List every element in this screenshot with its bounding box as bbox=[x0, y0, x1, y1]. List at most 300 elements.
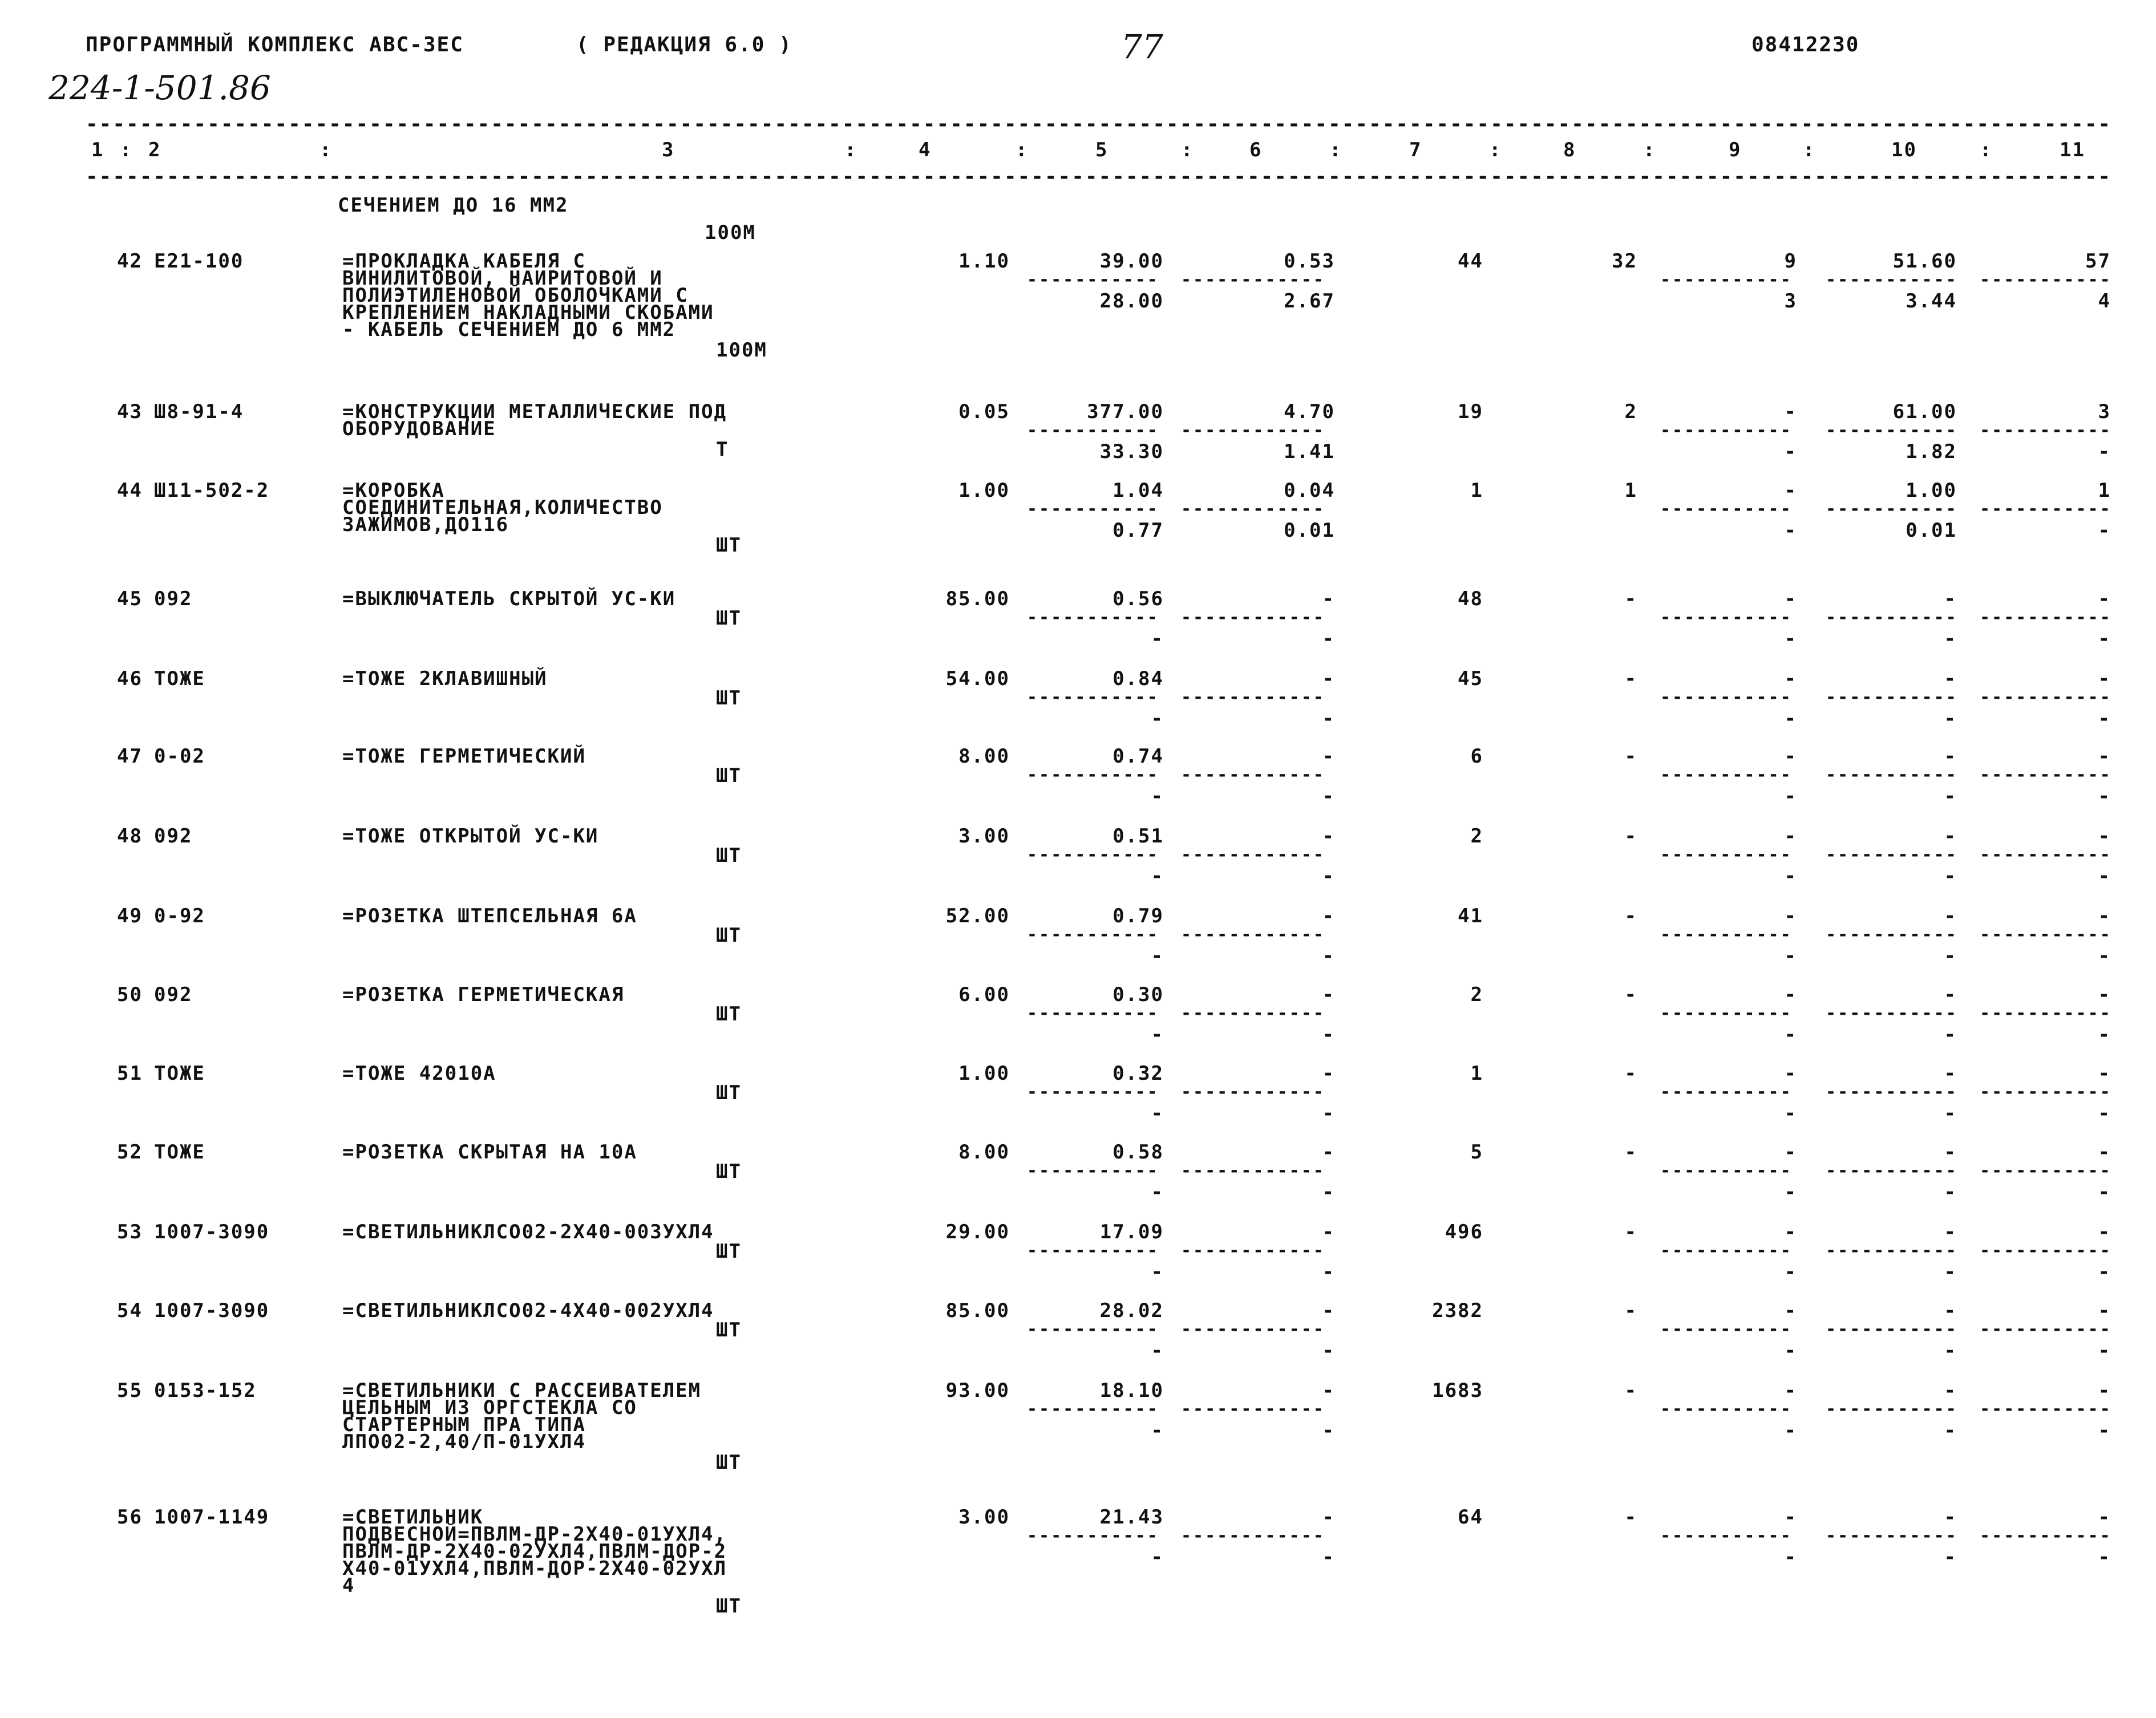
row-col6-bottom: 0.01 bbox=[1284, 519, 1335, 542]
column-separator: : bbox=[844, 139, 857, 161]
row-quantity: 1.10 bbox=[958, 250, 1010, 273]
row-col5-divider bbox=[1027, 846, 1170, 864]
row-col10-divider bbox=[1826, 609, 1968, 626]
row-col5-top: 0.74 bbox=[1113, 745, 1164, 768]
row-col8: - bbox=[1624, 983, 1637, 1006]
row-col11-top: - bbox=[2098, 905, 2111, 927]
row-col5-divider bbox=[1027, 422, 1170, 439]
row-number: 51 bbox=[117, 1062, 143, 1085]
row-col11-top: 57 bbox=[2085, 250, 2111, 273]
row-col10-divider bbox=[1826, 846, 1968, 864]
row-col5-bottom: - bbox=[1151, 1419, 1164, 1442]
row-number: 55 bbox=[117, 1379, 143, 1402]
row-unit: ШТ bbox=[716, 764, 742, 787]
row-col10-top: - bbox=[1944, 1379, 1957, 1402]
row-unit: ШТ bbox=[716, 1319, 742, 1342]
row-col7: 1683 bbox=[1432, 1379, 1483, 1402]
row-col10-bottom: - bbox=[1944, 1102, 1957, 1125]
row-col5-top: 0.30 bbox=[1113, 983, 1164, 1006]
row-number: 46 bbox=[117, 667, 143, 690]
column-separator: : bbox=[1803, 139, 1816, 161]
row-col11-divider bbox=[1980, 272, 2122, 289]
row-col6-divider bbox=[1181, 1527, 1335, 1545]
row-code: 0-92 bbox=[154, 905, 205, 927]
row-quantity: 8.00 bbox=[958, 1141, 1010, 1164]
row-description-line: ЦЕЛЬНЫМ ИЗ ОРГСТЕКЛА СО bbox=[342, 1396, 637, 1419]
row-code: 1007-3090 bbox=[154, 1299, 270, 1322]
row-col5-bottom: - bbox=[1151, 945, 1164, 967]
row-col6-top: 0.53 bbox=[1284, 250, 1335, 273]
row-col6-divider bbox=[1181, 1321, 1335, 1338]
row-col10-top: 1.00 bbox=[1906, 479, 1957, 502]
row-col9-divider bbox=[1660, 846, 1803, 864]
row-description-line: ЛПО02-2,40/П-01УХЛ4 bbox=[342, 1431, 586, 1453]
row-code: Ш8-91-4 bbox=[154, 400, 244, 423]
row-col10-bottom: 1.82 bbox=[1906, 440, 1957, 463]
column-header-6: 6 bbox=[1249, 139, 1263, 161]
row-description-line: =ВЫКЛЮЧАТЕЛЬ СКРЫТОЙ УС-КИ bbox=[342, 587, 676, 610]
row-col11-bottom: - bbox=[2098, 1102, 2111, 1125]
row-col6-top: - bbox=[1322, 1062, 1335, 1085]
column-header-5: 5 bbox=[1095, 139, 1109, 161]
row-col7: 2 bbox=[1470, 983, 1483, 1006]
row-col6-bottom: - bbox=[1322, 1419, 1335, 1442]
row-col8: - bbox=[1624, 1141, 1637, 1164]
row-col10-divider bbox=[1826, 767, 1968, 784]
row-col10-bottom: - bbox=[1944, 865, 1957, 888]
row-col5-bottom: - bbox=[1151, 707, 1164, 730]
row-quantity: 85.00 bbox=[945, 587, 1010, 610]
row-col6-divider bbox=[1181, 1242, 1335, 1259]
row-col11-divider bbox=[1980, 1162, 2122, 1180]
row-col6-bottom: - bbox=[1322, 1546, 1335, 1569]
row-col10-bottom: 0.01 bbox=[1906, 519, 1957, 542]
row-description-line: =РОЗЕТКА ГЕРМЕТИЧЕСКАЯ bbox=[342, 983, 625, 1006]
row-col10-bottom: - bbox=[1944, 785, 1957, 808]
row-col8: - bbox=[1624, 1379, 1637, 1402]
row-description-line: =КОНСТРУКЦИИ МЕТАЛЛИЧЕСКИЕ ПОД bbox=[342, 400, 727, 423]
row-col9-divider bbox=[1660, 1242, 1803, 1259]
row-code: 092 bbox=[154, 587, 193, 610]
row-quantity: 3.00 bbox=[958, 1506, 1010, 1529]
row-col6-divider bbox=[1181, 767, 1335, 784]
row-description-line: ПОДВЕСНОЙ=ПВЛМ-ДР-2Х40-01УХЛ4, bbox=[342, 1523, 727, 1546]
row-col10-divider bbox=[1826, 1527, 1968, 1545]
row-col5-bottom: - bbox=[1151, 865, 1164, 888]
row-quantity: 29.00 bbox=[945, 1221, 1010, 1243]
row-col7: 6 bbox=[1470, 745, 1483, 768]
row-col6-divider bbox=[1181, 926, 1335, 943]
row-col11-top: - bbox=[2098, 1379, 2111, 1402]
row-col5-bottom: 33.30 bbox=[1099, 440, 1164, 463]
row-col11-divider bbox=[1980, 1084, 2122, 1101]
column-header-2: 2 bbox=[148, 139, 161, 161]
row-col5-top: 0.58 bbox=[1113, 1141, 1164, 1164]
row-col6-top: 0.04 bbox=[1284, 479, 1335, 502]
row-col8: - bbox=[1624, 745, 1637, 768]
row-description-line: ОБОРУДОВАНИЕ bbox=[342, 418, 496, 440]
row-col10-divider bbox=[1826, 1162, 1968, 1180]
column-header-7: 7 bbox=[1409, 139, 1422, 161]
row-col5-bottom: - bbox=[1151, 1023, 1164, 1046]
row-col6-divider bbox=[1181, 609, 1335, 626]
row-number: 47 bbox=[117, 745, 143, 768]
row-quantity: 93.00 bbox=[945, 1379, 1010, 1402]
row-col11-divider bbox=[1980, 767, 2122, 784]
row-col6-bottom: - bbox=[1322, 1181, 1335, 1204]
row-col7: 19 bbox=[1458, 400, 1483, 423]
row-description-line: Х40-01УХЛ4,ПВЛМ-ДОР-2Х40-02УХЛ bbox=[342, 1557, 727, 1580]
row-col11-bottom: - bbox=[2098, 1419, 2111, 1442]
row-col5-bottom: - bbox=[1151, 1102, 1164, 1125]
row-col9-top: - bbox=[1784, 983, 1797, 1006]
row-col6-bottom: - bbox=[1322, 1102, 1335, 1125]
column-separator: : bbox=[1016, 139, 1029, 161]
row-col5-divider bbox=[1027, 689, 1170, 706]
column-separator: : bbox=[1181, 139, 1194, 161]
header-rule-bottom bbox=[86, 165, 2122, 188]
row-col5-divider bbox=[1027, 1401, 1170, 1418]
row-number: 43 bbox=[117, 400, 143, 423]
row-description-line: КРЕПЛЕНИЕМ НАКЛАДНЫМИ СКОБАМИ bbox=[342, 301, 714, 324]
row-col10-divider bbox=[1826, 926, 1968, 943]
row-col6-bottom: 2.67 bbox=[1284, 290, 1335, 313]
row-code: ТОЖЕ bbox=[154, 1062, 205, 1085]
row-number: 48 bbox=[117, 825, 143, 848]
row-col6-divider bbox=[1181, 272, 1335, 289]
row-description-line: =ТОЖЕ ГЕРМЕТИЧЕСКИЙ bbox=[342, 745, 586, 768]
row-description-line: =РОЗЕТКА СКРЫТАЯ НА 10А bbox=[342, 1141, 637, 1164]
row-col9-divider bbox=[1660, 1084, 1803, 1101]
row-col5-top: 28.02 bbox=[1099, 1299, 1164, 1322]
row-col6-top: - bbox=[1322, 905, 1335, 927]
row-col11-top: 3 bbox=[2098, 400, 2111, 423]
continuation-unit: 100М bbox=[705, 221, 756, 244]
row-code: 092 bbox=[154, 983, 193, 1006]
row-col10-bottom: - bbox=[1944, 1419, 1957, 1442]
row-col10-bottom: - bbox=[1944, 627, 1957, 650]
row-col9-divider bbox=[1660, 501, 1803, 518]
row-quantity: 52.00 bbox=[945, 905, 1010, 927]
row-col10-top: - bbox=[1944, 1506, 1957, 1529]
row-col6-top: - bbox=[1322, 1506, 1335, 1529]
row-col9-top: - bbox=[1784, 905, 1797, 927]
column-header-4: 4 bbox=[919, 139, 932, 161]
row-description-line: СТАРТЕРНЫМ ПРА ТИПА bbox=[342, 1413, 586, 1436]
row-col6-divider bbox=[1181, 1084, 1335, 1101]
row-quantity: 8.00 bbox=[958, 745, 1010, 768]
row-col6-divider bbox=[1181, 1005, 1335, 1022]
row-col9-bottom: - bbox=[1784, 1181, 1797, 1204]
row-col5-top: 21.43 bbox=[1099, 1506, 1164, 1529]
row-col9-bottom: - bbox=[1784, 1023, 1797, 1046]
row-col7: 64 bbox=[1458, 1506, 1483, 1529]
row-col11-bottom: - bbox=[2098, 945, 2111, 967]
row-col6-top: - bbox=[1322, 1299, 1335, 1322]
row-col9-bottom: - bbox=[1784, 707, 1797, 730]
row-col11-bottom: 4 bbox=[2098, 290, 2111, 313]
row-col7: 5 bbox=[1470, 1141, 1483, 1164]
row-col6-top: - bbox=[1322, 1221, 1335, 1243]
row-col9-bottom: - bbox=[1784, 785, 1797, 808]
row-col11-bottom: - bbox=[2098, 519, 2111, 542]
row-col6-top: - bbox=[1322, 745, 1335, 768]
row-col11-top: - bbox=[2098, 1299, 2111, 1322]
row-col11-divider bbox=[1980, 926, 2122, 943]
row-col5-divider bbox=[1027, 272, 1170, 289]
row-col11-bottom: - bbox=[2098, 627, 2111, 650]
row-col9-top: - bbox=[1784, 1062, 1797, 1085]
row-col5-top: 0.56 bbox=[1113, 587, 1164, 610]
row-code: Ш11-502-2 bbox=[154, 479, 270, 502]
row-col10-top: - bbox=[1944, 983, 1957, 1006]
row-col9-bottom: - bbox=[1784, 519, 1797, 542]
row-col5-divider bbox=[1027, 1162, 1170, 1180]
row-unit: ШТ bbox=[716, 1451, 742, 1474]
row-col6-divider bbox=[1181, 501, 1335, 518]
row-col10-bottom: - bbox=[1944, 707, 1957, 730]
row-col10-top: - bbox=[1944, 1062, 1957, 1085]
row-unit: ШТ bbox=[716, 687, 742, 710]
row-col11-bottom: - bbox=[2098, 440, 2111, 463]
row-description-line: =РОЗЕТКА ШТЕПСЕЛЬНАЯ 6А bbox=[342, 905, 637, 927]
row-description-line: СОЕДИНИТЕЛЬНАЯ,КОЛИЧЕСТВО bbox=[342, 496, 663, 519]
row-col9-bottom: - bbox=[1784, 865, 1797, 888]
row-quantity: 85.00 bbox=[945, 1299, 1010, 1322]
row-col11-divider bbox=[1980, 1005, 2122, 1022]
row-quantity: 1.00 bbox=[958, 479, 1010, 502]
row-col5-top: 0.32 bbox=[1113, 1062, 1164, 1085]
row-col11-top: - bbox=[2098, 983, 2111, 1006]
row-col9-divider bbox=[1660, 689, 1803, 706]
row-col11-divider bbox=[1980, 609, 2122, 626]
row-col5-divider bbox=[1027, 1321, 1170, 1338]
row-code: 1007-3090 bbox=[154, 1221, 270, 1243]
row-unit: 100М bbox=[716, 339, 767, 362]
row-quantity: 0.05 bbox=[958, 400, 1010, 423]
row-col11-divider bbox=[1980, 689, 2122, 706]
row-col10-divider bbox=[1826, 689, 1968, 706]
row-col10-divider bbox=[1826, 1005, 1968, 1022]
row-col6-top: - bbox=[1322, 587, 1335, 610]
row-col9-top: - bbox=[1784, 587, 1797, 610]
row-col9-divider bbox=[1660, 272, 1803, 289]
row-col10-top: - bbox=[1944, 587, 1957, 610]
row-col6-top: - bbox=[1322, 667, 1335, 690]
row-col5-bottom: - bbox=[1151, 1339, 1164, 1362]
row-col6-bottom: - bbox=[1322, 785, 1335, 808]
row-col9-bottom: - bbox=[1784, 945, 1797, 967]
row-col7: 44 bbox=[1458, 250, 1483, 273]
row-col5-bottom: 0.77 bbox=[1113, 519, 1164, 542]
column-header-11: 11 bbox=[2060, 139, 2085, 161]
row-col11-top: - bbox=[2098, 667, 2111, 690]
row-col6-divider bbox=[1181, 422, 1335, 439]
row-col10-bottom: - bbox=[1944, 1181, 1957, 1204]
row-col10-top: - bbox=[1944, 825, 1957, 848]
row-col11-bottom: - bbox=[2098, 1546, 2111, 1569]
row-code: Е21-100 bbox=[154, 250, 244, 273]
row-col10-divider bbox=[1826, 1321, 1968, 1338]
row-col10-bottom: - bbox=[1944, 1023, 1957, 1046]
row-col6-top: - bbox=[1322, 1379, 1335, 1402]
document-code: 08412230 bbox=[1752, 33, 1860, 56]
row-number: 42 bbox=[117, 250, 143, 273]
row-col5-bottom: - bbox=[1151, 1546, 1164, 1569]
row-unit: ШТ bbox=[716, 1595, 742, 1618]
row-description-line: - КАБЕЛЬ СЕЧЕНИЕМ ДО 6 ММ2 bbox=[342, 318, 676, 341]
row-col10-top: 61.00 bbox=[1892, 400, 1957, 423]
row-col10-bottom: - bbox=[1944, 1261, 1957, 1283]
row-description-line: ЗАЖИМОВ,ДО116 bbox=[342, 513, 509, 536]
row-col9-divider bbox=[1660, 767, 1803, 784]
row-col11-divider bbox=[1980, 1242, 2122, 1259]
row-unit: ШТ bbox=[716, 844, 742, 867]
row-col9-divider bbox=[1660, 1527, 1803, 1545]
row-col10-top: - bbox=[1944, 1299, 1957, 1322]
row-description-line: =СВЕТИЛЬНИКЛСО02-4Х40-002УХЛ4 bbox=[342, 1299, 714, 1322]
row-col6-top: - bbox=[1322, 1141, 1335, 1164]
program-name: ПРОГРАММНЫЙ КОМПЛЕКС АВС-3ЕС bbox=[86, 33, 464, 56]
row-col10-bottom: 3.44 bbox=[1906, 290, 1957, 313]
row-description-line: =СВЕТИЛЬНИКИ С РАССЕИВАТЕЛЕМ bbox=[342, 1379, 702, 1402]
row-col8: - bbox=[1624, 1299, 1637, 1322]
row-col10-top: - bbox=[1944, 745, 1957, 768]
row-col8: - bbox=[1624, 825, 1637, 848]
row-col11-bottom: - bbox=[2098, 1339, 2111, 1362]
row-col8: - bbox=[1624, 667, 1637, 690]
row-col7: 2 bbox=[1470, 825, 1483, 848]
row-col5-top: 39.00 bbox=[1099, 250, 1164, 273]
row-col7: 2382 bbox=[1432, 1299, 1483, 1322]
row-col10-divider bbox=[1826, 1242, 1968, 1259]
column-header-3: 3 bbox=[662, 139, 675, 161]
row-unit: ШТ bbox=[716, 1160, 742, 1183]
row-col11-bottom: - bbox=[2098, 1181, 2111, 1204]
row-col9-divider bbox=[1660, 1005, 1803, 1022]
row-col6-top: 4.70 bbox=[1284, 400, 1335, 423]
row-col6-divider bbox=[1181, 1162, 1335, 1180]
continuation-text: СЕЧЕНИЕМ ДО 16 ММ2 bbox=[338, 194, 569, 217]
column-separator: : bbox=[1980, 139, 1993, 161]
row-col9-bottom: 3 bbox=[1784, 290, 1797, 313]
row-description-line: =ТОЖЕ ОТКРЫТОЙ УС-КИ bbox=[342, 825, 599, 848]
row-unit: Т bbox=[716, 438, 729, 461]
row-col9-top: - bbox=[1784, 1379, 1797, 1402]
row-col7: 1 bbox=[1470, 1062, 1483, 1085]
row-col5-top: 0.51 bbox=[1113, 825, 1164, 848]
row-col9-top: - bbox=[1784, 1141, 1797, 1164]
row-col5-top: 17.09 bbox=[1099, 1221, 1164, 1243]
row-description-line: =ТОЖЕ 2КЛАВИШНЫЙ bbox=[342, 667, 548, 690]
row-col9-top: - bbox=[1784, 825, 1797, 848]
row-code: ТОЖЕ bbox=[154, 667, 205, 690]
row-col10-divider bbox=[1826, 501, 1968, 518]
row-col11-top: - bbox=[2098, 587, 2111, 610]
row-col7: 1 bbox=[1470, 479, 1483, 502]
row-col9-bottom: - bbox=[1784, 1102, 1797, 1125]
row-col7: 41 bbox=[1458, 905, 1483, 927]
column-header-8: 8 bbox=[1563, 139, 1576, 161]
row-number: 54 bbox=[117, 1299, 143, 1322]
row-quantity: 1.00 bbox=[958, 1062, 1010, 1085]
row-col10-top: - bbox=[1944, 1221, 1957, 1243]
row-col11-divider bbox=[1980, 1401, 2122, 1418]
row-col11-top: - bbox=[2098, 1506, 2111, 1529]
row-col9-bottom: - bbox=[1784, 627, 1797, 650]
row-col8: - bbox=[1624, 1062, 1637, 1085]
row-col11-top: - bbox=[2098, 1062, 2111, 1085]
row-col5-top: 18.10 bbox=[1099, 1379, 1164, 1402]
row-number: 56 bbox=[117, 1506, 143, 1529]
row-col8: 2 bbox=[1624, 400, 1637, 423]
row-col9-bottom: - bbox=[1784, 440, 1797, 463]
row-col8: - bbox=[1624, 1221, 1637, 1243]
row-unit: ШТ bbox=[716, 924, 742, 947]
row-description-line: =ПРОКЛАДКА КАБЕЛЯ С bbox=[342, 250, 586, 273]
row-col9-top: - bbox=[1784, 400, 1797, 423]
row-col5-bottom: - bbox=[1151, 627, 1164, 650]
row-col6-bottom: - bbox=[1322, 1261, 1335, 1283]
row-col9-divider bbox=[1660, 422, 1803, 439]
row-description-line: =СВЕТИЛЬНИК bbox=[342, 1506, 484, 1529]
row-col6-bottom: - bbox=[1322, 865, 1335, 888]
row-col6-bottom: - bbox=[1322, 627, 1335, 650]
row-number: 45 bbox=[117, 587, 143, 610]
row-col5-divider bbox=[1027, 767, 1170, 784]
row-col9-bottom: - bbox=[1784, 1261, 1797, 1283]
page-number: 77 bbox=[1121, 27, 1163, 66]
row-description-line: =СВЕТИЛЬНИКЛСО02-2Х40-003УХЛ4 bbox=[342, 1221, 714, 1243]
doc-number-handwritten: 224-1-501.86 bbox=[48, 68, 271, 107]
row-number: 52 bbox=[117, 1141, 143, 1164]
row-col10-top: - bbox=[1944, 905, 1957, 927]
row-col9-top: 9 bbox=[1784, 250, 1797, 273]
column-separator: : bbox=[120, 139, 133, 161]
row-col10-top: - bbox=[1944, 667, 1957, 690]
row-col6-bottom: - bbox=[1322, 1339, 1335, 1362]
row-number: 44 bbox=[117, 479, 143, 502]
row-col6-bottom: - bbox=[1322, 707, 1335, 730]
row-unit: ШТ bbox=[716, 1081, 742, 1104]
row-col11-top: - bbox=[2098, 1141, 2111, 1164]
row-col6-divider bbox=[1181, 846, 1335, 864]
row-col8: - bbox=[1624, 1506, 1637, 1529]
row-col6-top: - bbox=[1322, 825, 1335, 848]
row-code: ТОЖЕ bbox=[154, 1141, 205, 1164]
row-col5-top: 377.00 bbox=[1087, 400, 1164, 423]
row-col6-bottom: 1.41 bbox=[1284, 440, 1335, 463]
row-col5-top: 0.84 bbox=[1113, 667, 1164, 690]
row-description-line: =КОРОБКА bbox=[342, 479, 445, 502]
row-col10-top: 51.60 bbox=[1892, 250, 1957, 273]
row-col9-bottom: - bbox=[1784, 1546, 1797, 1569]
row-unit: ШТ bbox=[716, 1240, 742, 1263]
row-col9-divider bbox=[1660, 609, 1803, 626]
row-col9-bottom: - bbox=[1784, 1419, 1797, 1442]
row-col5-top: 1.04 bbox=[1113, 479, 1164, 502]
row-col5-bottom: 28.00 bbox=[1099, 290, 1164, 313]
row-unit: ШТ bbox=[716, 1003, 742, 1026]
row-col9-top: - bbox=[1784, 1299, 1797, 1322]
row-col6-bottom: - bbox=[1322, 1023, 1335, 1046]
row-col5-bottom: - bbox=[1151, 1261, 1164, 1283]
row-col8: 32 bbox=[1612, 250, 1637, 273]
row-col5-divider bbox=[1027, 1084, 1170, 1101]
row-unit: ШТ bbox=[716, 607, 742, 630]
row-col10-divider bbox=[1826, 422, 1968, 439]
row-col11-divider bbox=[1980, 846, 2122, 864]
